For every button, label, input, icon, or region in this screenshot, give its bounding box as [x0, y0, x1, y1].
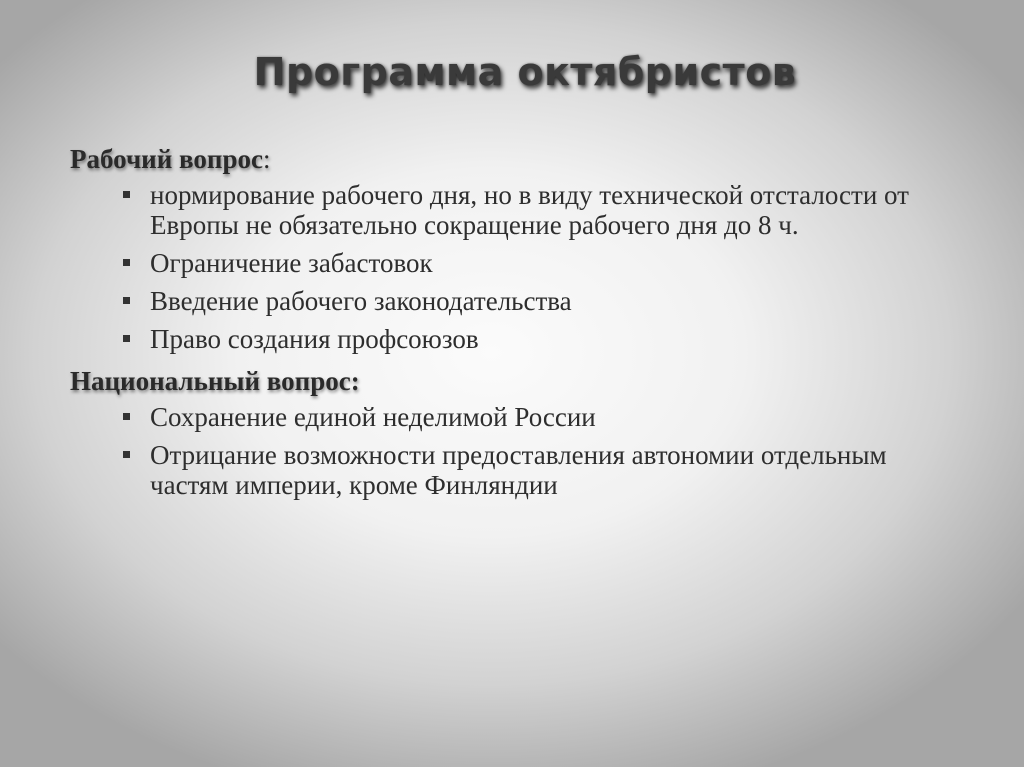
square-bullet-icon: [123, 297, 130, 304]
slide-title: Программа октябристов: [253, 50, 797, 94]
square-bullet-icon: [123, 413, 130, 420]
list-item-text: Ограничение забастовок: [150, 248, 433, 278]
list-item-text: Право создания профсоюзов: [150, 324, 479, 354]
section-heading-national-text: Национальный вопрос:: [70, 366, 360, 396]
list-item-text: Сохранение единой неделимой России: [150, 402, 596, 432]
national-list: [70, 402, 970, 500]
list-item-text: Отрицание возможности предоставления автономии отдельным частям империи, кроме Финляндии: [150, 440, 887, 500]
section-heading-labor-colon: :: [262, 144, 271, 174]
list-item-text: нормирование рабочего дня, но в виду технической отсталости от Европы не обязательно сокращение рабочего дня до 8 ч.: [150, 180, 909, 240]
list-item: [70, 286, 970, 316]
list-item: [70, 440, 940, 500]
labor-list: [70, 180, 970, 354]
list-item-text: Введение рабочего законодательства: [150, 286, 572, 316]
section-heading-national: [70, 362, 970, 400]
section-heading-labor-text: Рабочий вопрос: [70, 144, 263, 174]
square-bullet-icon: [123, 451, 130, 458]
square-bullet-icon: [123, 259, 130, 266]
square-bullet-icon: [123, 335, 130, 342]
list-item: [70, 180, 940, 240]
square-bullet-icon: [123, 191, 130, 198]
slide-content: [70, 140, 970, 508]
section-heading-labor: [70, 140, 970, 178]
list-item: [70, 324, 970, 354]
list-item: [70, 248, 970, 278]
list-item: [70, 402, 970, 432]
